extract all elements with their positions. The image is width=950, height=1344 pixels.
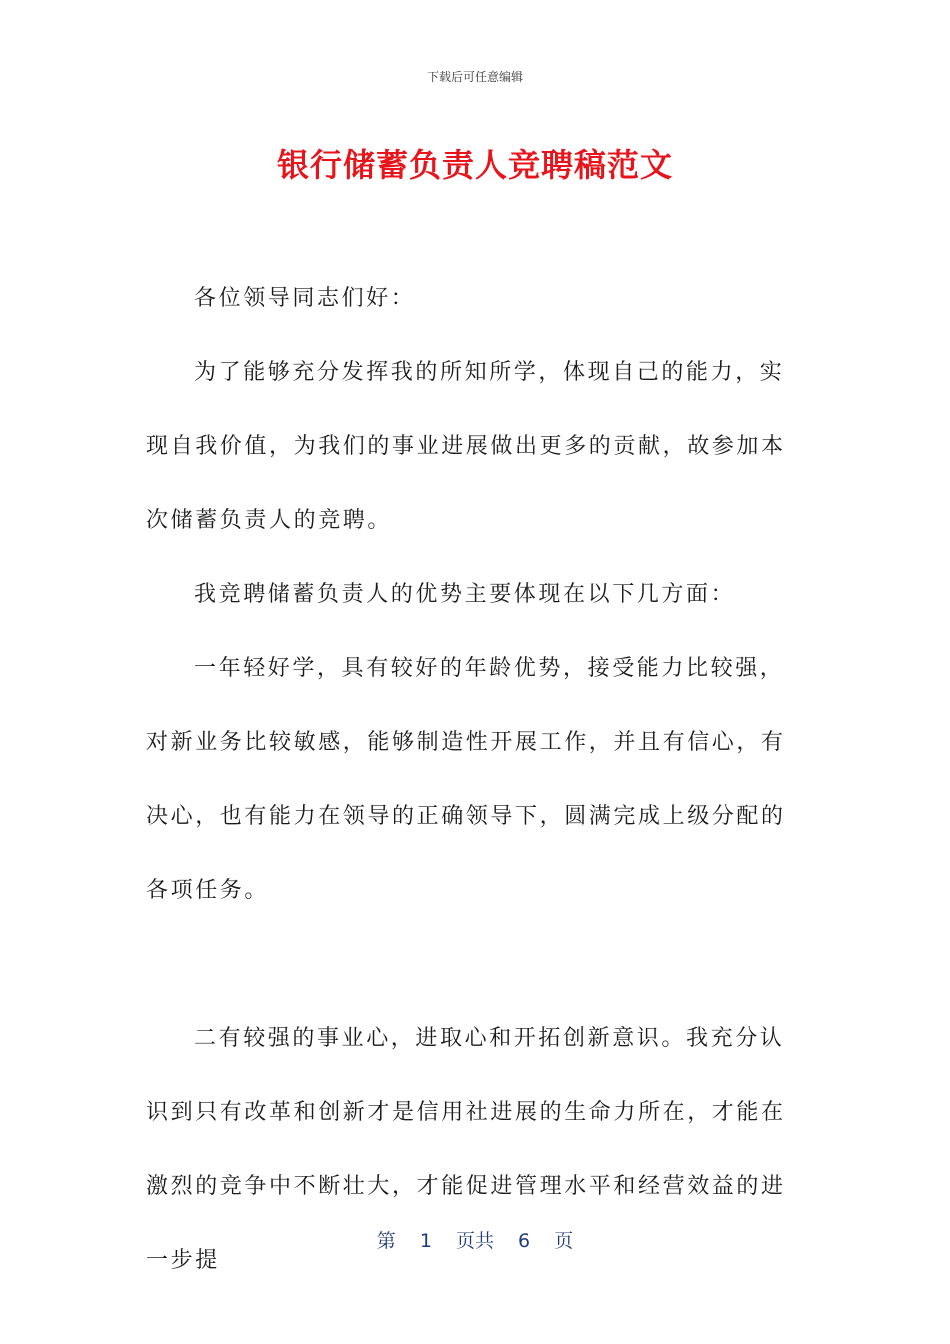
page-mid: 页共 — [455, 1230, 494, 1252]
paragraph-greeting: 各位领导同志们好： — [194, 286, 416, 311]
document-body — [146, 262, 808, 1298]
paragraph: 为了能够充分发挥我的所知所学，体现自己的能力，实现自我价值，为我们的事业进展做出更多的贡献，故参加本次储蓄负责人的竞聘。 — [146, 360, 786, 533]
paragraph: 一年轻好学，具有较好的年龄优势，接受能力比较强，对新业务比较敏感，能够制造性开展工作，并且有信心，有决心，也有能力在领导的正确领导下，圆满完成上级分配的各项任务。 — [146, 656, 786, 903]
page-number-footer — [0, 1226, 950, 1253]
paragraph: 二有较强的事业心，进取心和开拓创新意识。我充分认识到只有改革和创新才是信用社进展的生命力所在，才能在激烈的竞争中不断壮大，才能促进管理水平和经营效益的进一步提 — [146, 1026, 786, 1273]
paragraph: 我竞聘储蓄负责人的优势主要体现在以下几方面： — [194, 582, 736, 607]
page-suffix: 页 — [554, 1230, 574, 1252]
header-note: 下载后可任意编辑 — [426, 70, 523, 84]
page-prefix: 第 — [376, 1230, 396, 1252]
current-page-number: 1 — [419, 1230, 432, 1252]
total-pages-number: 6 — [518, 1230, 531, 1252]
document-title: 银行储蓄负责人竞聘稿范文 — [276, 146, 673, 184]
